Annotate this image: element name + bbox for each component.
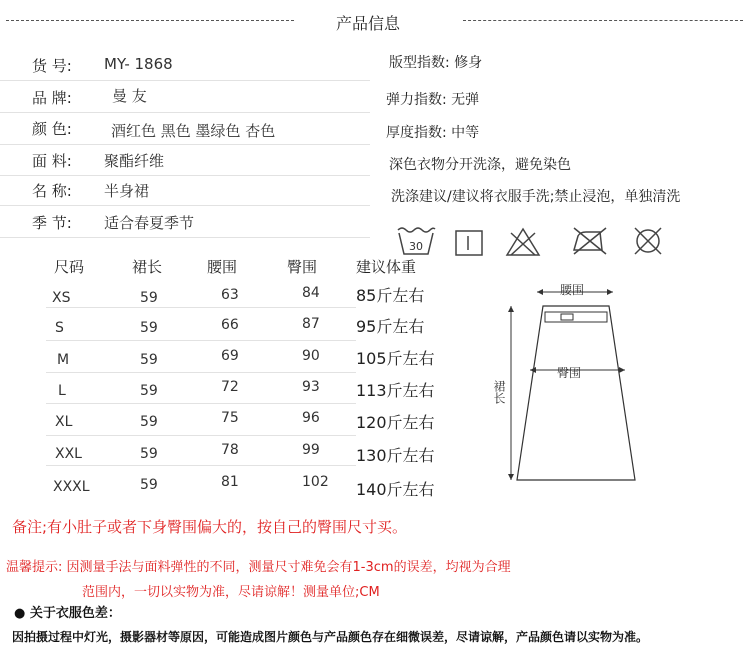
attr-wash-dark: 深色衣物分开洗涤，避免染色 — [389, 157, 571, 173]
table-cell-weight: 95斤左右 — [356, 317, 425, 336]
header-divider-left — [6, 20, 294, 21]
table-divider — [46, 465, 356, 466]
value-color: 酒红色 黑色 墨绿色 杏色 — [111, 122, 276, 140]
attr-thickness: 厚度指数: 中等 — [386, 125, 480, 141]
table-cell-weight: 85斤左右 — [356, 286, 425, 305]
table-cell-weight: 105斤左右 — [356, 349, 435, 368]
warm-tip-text: 因测量手法与面料弹性的不同，测量尺寸难免会有1-3cm的误差，均视为合理 — [66, 560, 511, 575]
diagram-hip-label: 臀围 — [557, 366, 582, 380]
table-cell-hip: 84 — [302, 285, 320, 301]
no-iron-icon — [570, 226, 610, 256]
table-cell-hip: 93 — [302, 379, 320, 395]
table-header-size: 尺码 — [54, 258, 85, 276]
table-cell-weight: 120斤左右 — [356, 413, 435, 432]
value-fabric: 聚酯纤维 — [104, 152, 165, 170]
table-cell-hip: 102 — [302, 474, 329, 490]
color-diff-title — [14, 602, 121, 621]
table-cell-waist: 69 — [221, 348, 239, 364]
table-cell-size: XL — [55, 414, 73, 430]
attr-fit: 版型指数: 修身 — [389, 55, 483, 71]
table-cell-size: S — [55, 320, 64, 336]
attr-wash-advice: 洗涤建议/建议将衣服手洗;禁止浸泡，单独清洗 — [391, 189, 681, 205]
row-divider — [0, 205, 370, 206]
table-cell-waist: 72 — [221, 379, 239, 395]
table-divider — [46, 403, 356, 404]
table-divider — [46, 340, 356, 341]
no-tumble-dry-icon — [632, 226, 664, 256]
table-divider — [46, 372, 356, 373]
table-cell-weight: 130斤左右 — [356, 446, 435, 465]
value-item-no: MY- 1868 — [104, 55, 173, 73]
color-diff-text: 因拍摄过程中灯光，摄影器材等原因，可能造成图片颜色与产品颜色存在细微误差，尽请谅解，产品颜色请以实物为准。 — [12, 630, 649, 644]
iron-label-icon — [455, 230, 483, 256]
table-header-waist: 腰围 — [207, 258, 238, 276]
label-name: 名 称: — [32, 182, 72, 200]
label-item-no: 货 号: — [32, 57, 72, 75]
table-cell-weight: 113斤左右 — [356, 381, 435, 400]
table-cell-waist: 66 — [221, 317, 239, 333]
table-cell-size: M — [57, 352, 70, 368]
row-divider — [0, 144, 370, 145]
table-cell-hip: 96 — [302, 410, 320, 426]
row-divider — [0, 237, 370, 238]
table-cell-size: XXL — [55, 446, 82, 462]
table-cell-hip: 87 — [302, 316, 320, 332]
page-title: 产品信息 — [336, 14, 401, 33]
table-header-hip: 臀围 — [287, 258, 318, 276]
row-divider — [0, 112, 370, 113]
header-divider-right — [463, 20, 743, 21]
value-season: 适合春夏季节 — [104, 214, 195, 232]
diagram-length-label: 裙长 — [492, 380, 506, 404]
remark-note: 备注;有小肚子或者下身臀围偏大的，按自己的臀围尺寸买。 — [12, 518, 408, 536]
label-color: 颜 色: — [32, 120, 72, 138]
table-cell-length: 59 — [140, 352, 158, 368]
label-brand: 品 牌: — [32, 89, 72, 107]
label-fabric: 面 料: — [32, 152, 72, 170]
table-cell-waist: 63 — [221, 287, 239, 303]
table-cell-length: 59 — [140, 290, 158, 306]
table-cell-size: XXXL — [53, 479, 90, 495]
table-cell-hip: 99 — [302, 442, 320, 458]
table-cell-size: XS — [52, 290, 71, 306]
table-cell-waist: 75 — [221, 410, 239, 426]
table-cell-waist: 81 — [221, 474, 239, 490]
attr-stretch: 弹力指数: 无弹 — [386, 92, 480, 108]
warm-tip-line1 — [6, 556, 511, 575]
color-diff-title-text: 关于衣服色差： — [29, 606, 121, 621]
table-cell-length: 59 — [140, 477, 158, 493]
table-cell-waist: 78 — [221, 442, 239, 458]
table-cell-length: 59 — [140, 320, 158, 336]
table-divider — [46, 435, 356, 436]
bullet-icon: ● — [14, 606, 26, 621]
no-bleach-icon — [505, 227, 541, 257]
row-divider — [0, 80, 370, 81]
diagram-waist-label: 腰围 — [560, 283, 585, 297]
table-cell-weight: 140斤左右 — [356, 480, 435, 499]
table-cell-length: 59 — [140, 383, 158, 399]
warm-tip-line2: 范围内，一切以实物为准，尽请谅解！测量单位;CM — [82, 585, 380, 600]
value-name: 半身裙 — [104, 182, 150, 200]
table-header-weight: 建议体重 — [356, 258, 417, 276]
table-cell-hip: 90 — [302, 348, 320, 364]
table-cell-length: 59 — [140, 414, 158, 430]
row-divider — [0, 175, 370, 176]
wash-30-icon — [396, 226, 436, 256]
svg-text:30: 30 — [409, 240, 423, 253]
label-season: 季 节: — [32, 214, 72, 232]
table-divider — [46, 307, 356, 308]
value-brand: 曼 友 — [112, 87, 147, 105]
table-cell-length: 59 — [140, 446, 158, 462]
table-header-length: 裙长 — [132, 258, 163, 276]
warm-tip-prefix: 温馨提示: — [6, 560, 63, 575]
table-cell-size: L — [58, 383, 66, 399]
